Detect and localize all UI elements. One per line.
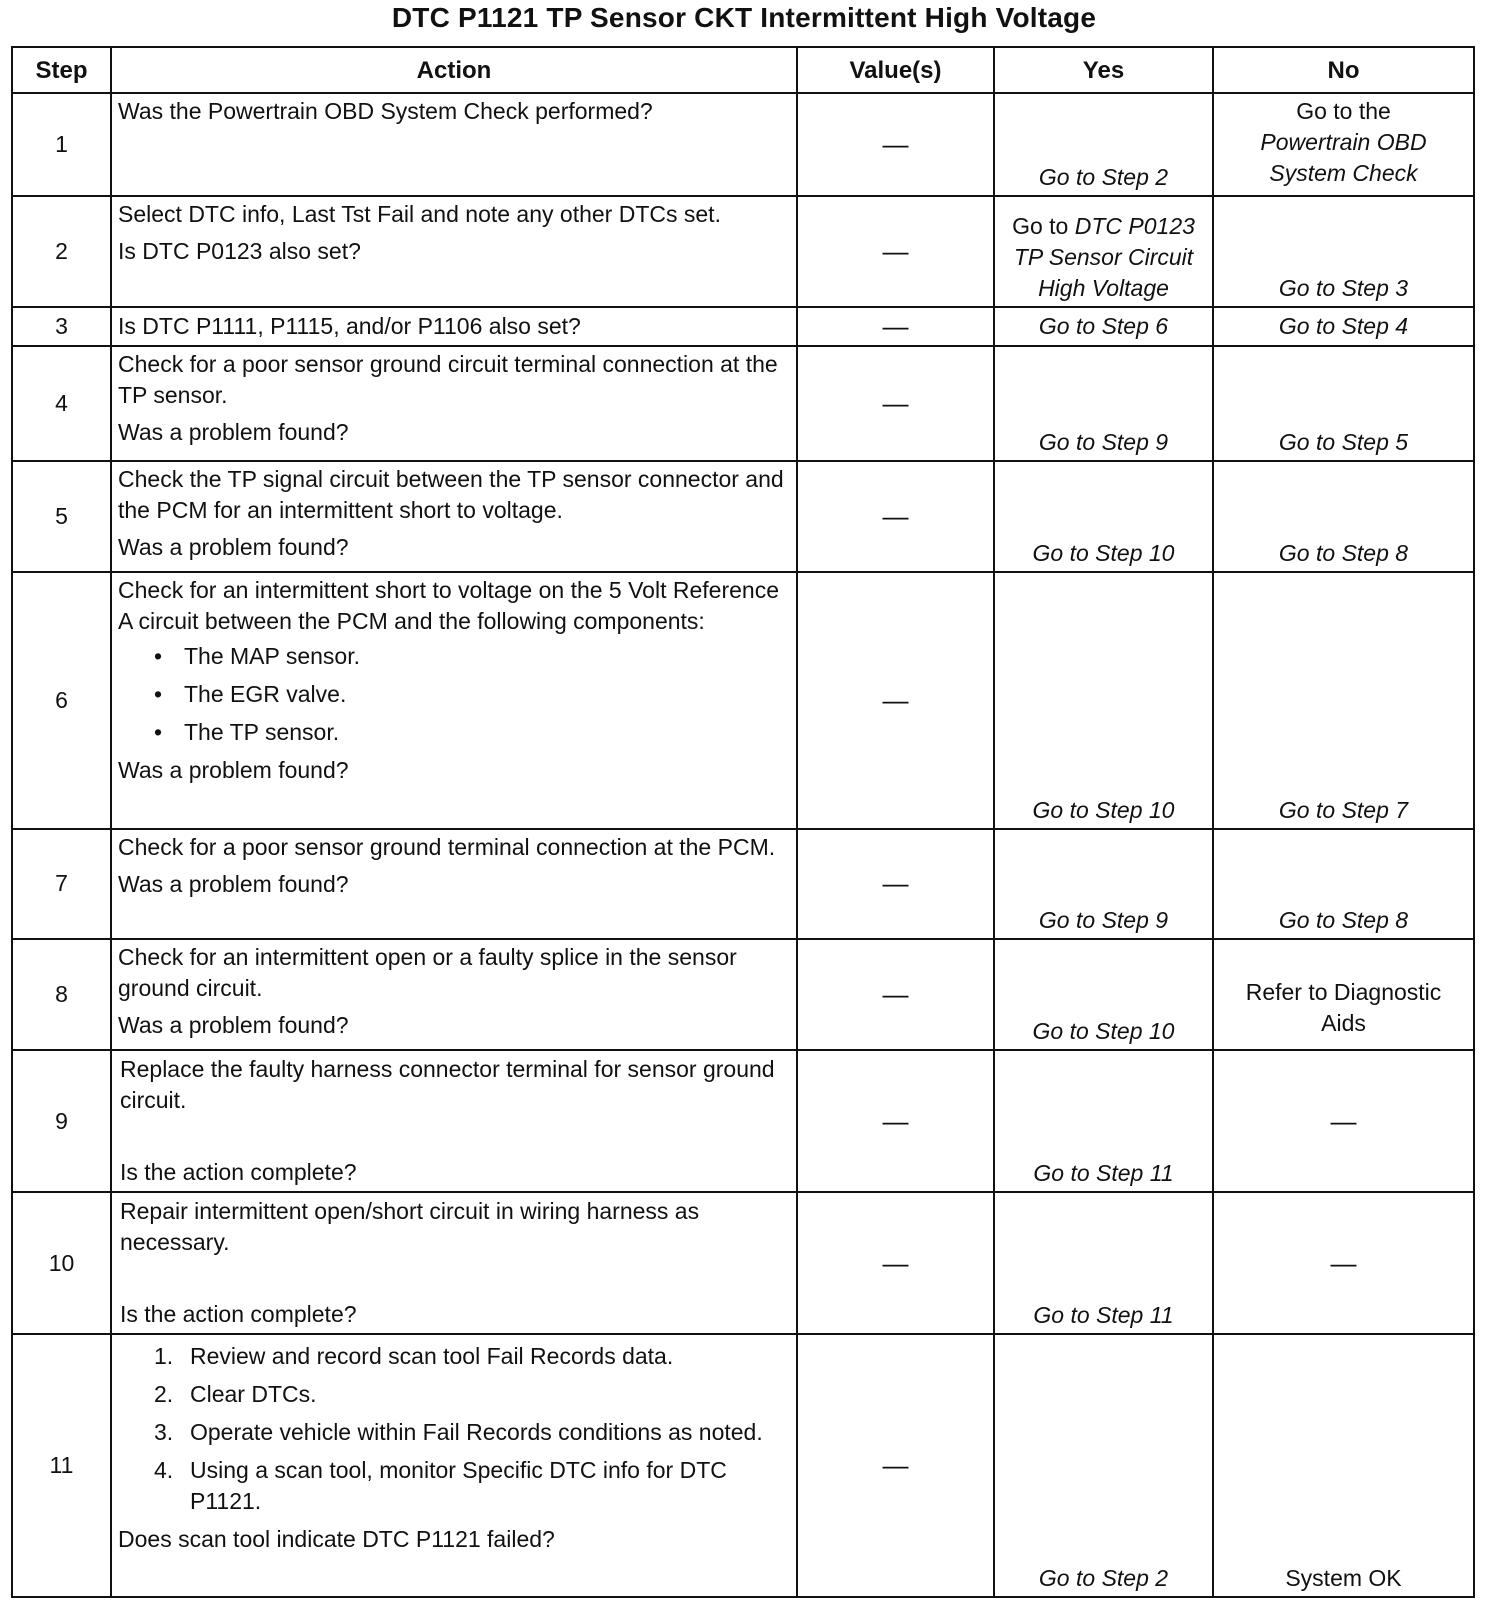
list-text: Clear DTCs. (190, 1380, 317, 1407)
table-row (12, 196, 1474, 307)
no-cell: Go to Step 8 (1213, 461, 1474, 572)
action-text (111, 307, 797, 346)
yes-cell: Go to Step 6 (994, 307, 1213, 346)
list-number: 2. (154, 1380, 174, 1407)
table-row (12, 1192, 1474, 1334)
step-number: 9 (12, 1050, 111, 1192)
value-cell: — (797, 829, 994, 940)
no-cell: — (1213, 1192, 1474, 1334)
no-text-plain: Go to the (1296, 98, 1391, 124)
component-list (118, 641, 790, 748)
step-number: 8 (12, 939, 111, 1050)
table-row (12, 461, 1474, 572)
list-item: • The EGR valve. (154, 679, 790, 710)
no-cell: Go to Step 4 (1213, 307, 1474, 346)
action-text (111, 1050, 797, 1192)
yes-text-italic: DTC P0123 TP Sensor Circuit High Voltage (1013, 212, 1195, 301)
step-number: 7 (12, 829, 111, 940)
value-cell: — (797, 1192, 994, 1334)
yes-cell: Go to Step 10 (994, 939, 1213, 1050)
table-header-row (12, 47, 1474, 93)
step-number: 3 (12, 307, 111, 346)
action-line: Was the Powertrain OBD System Check performed? (118, 98, 653, 124)
step-number: 2 (12, 196, 111, 307)
no-cell: System OK (1213, 1334, 1474, 1597)
step-number: 11 (12, 1334, 111, 1597)
column-header-action: Action (111, 47, 797, 93)
no-cell: Go to Step 5 (1213, 346, 1474, 461)
value-cell: — (797, 1334, 994, 1597)
action-line: Check for a poor sensor ground circuit terminal connection at the TP sensor. (118, 350, 778, 408)
table-row (12, 1050, 1474, 1192)
action-text (111, 1192, 797, 1334)
action-question: Was a problem found? (118, 418, 349, 445)
column-header-yes: Yes (994, 47, 1213, 93)
numbered-steps (118, 1341, 790, 1517)
list-item (118, 1455, 790, 1517)
action-question: Is the action complete? (120, 1159, 357, 1186)
table-row (12, 307, 1474, 346)
yes-cell: Go to Step 11 (994, 1192, 1213, 1334)
action-line: Check for an intermittent open or a faulty splice in the sensor ground circuit. (118, 944, 737, 1002)
step-number: 4 (12, 346, 111, 461)
yes-cell: Go to Step 10 (994, 461, 1213, 572)
list-text: Using a scan tool, monitor Specific DTC info for DTC P1121. (190, 1456, 727, 1514)
yes-cell: Go to Step 9 (994, 346, 1213, 461)
value-cell: — (797, 1050, 994, 1192)
yes-cell: Go to Step 9 (994, 829, 1213, 940)
column-header-values: Value(s) (797, 47, 994, 93)
action-line: Select DTC info, Last Tst Fail and note any other DTCs set. (118, 200, 721, 227)
list-item (118, 1379, 790, 1410)
no-cell: Go to Step 8 (1213, 829, 1474, 940)
action-text (111, 346, 797, 461)
no-cell: Refer to Diagnostic Aids (1213, 939, 1474, 1050)
action-question: Was a problem found? (118, 756, 349, 783)
no-cell: — (1213, 1050, 1474, 1192)
column-header-step: Step (12, 47, 111, 93)
value-cell: — (797, 307, 994, 346)
list-item: • The TP sensor. (154, 717, 790, 748)
list-text: Operate vehicle within Fail Records conditions as noted. (190, 1418, 763, 1445)
action-text (111, 196, 797, 307)
value-cell: — (797, 196, 994, 307)
list-item: • The MAP sensor. (154, 641, 790, 672)
action-text (111, 829, 797, 940)
yes-cell: Go to Step 2 (994, 93, 1213, 196)
table-row (12, 829, 1474, 940)
list-number: 4. (154, 1456, 174, 1483)
yes-cell: Go to Step 10 (994, 572, 1213, 829)
diagnostic-table (11, 46, 1475, 1598)
value-cell: — (797, 93, 994, 196)
action-text (111, 93, 797, 196)
action-line: Check for an intermittent short to voltage on the 5 Volt Reference A circuit between the PCM and the following components: (118, 576, 779, 634)
action-block (112, 1193, 796, 1333)
list-item (118, 1341, 790, 1372)
list-number: 3. (154, 1418, 174, 1445)
yes-text-plain: Go to (1012, 212, 1069, 239)
action-question: Was a problem found? (118, 1012, 349, 1039)
column-header-no: No (1213, 47, 1474, 93)
action-text (111, 572, 797, 829)
table-row (12, 1334, 1474, 1597)
action-question: Is the action complete? (120, 1300, 357, 1327)
no-text-italic: Powertrain OBD System Check (1260, 129, 1427, 186)
page-title: DTC P1121 TP Sensor CKT Intermittent High Voltage (391, 2, 1097, 33)
table-row (12, 939, 1474, 1050)
table-row (12, 346, 1474, 461)
value-cell: — (797, 572, 994, 829)
step-number: 5 (12, 461, 111, 572)
table-row (12, 572, 1474, 829)
list-item (118, 1417, 790, 1448)
action-line: Is DTC P1111, P1115, and/or P1106 also set? (118, 312, 581, 339)
action-text (111, 1334, 797, 1597)
yes-cell: Go to Step 11 (994, 1050, 1213, 1192)
no-cell: Go to Step 7 (1213, 572, 1474, 829)
step-number: 1 (12, 93, 111, 196)
action-question: Is DTC P0123 also set? (118, 237, 361, 264)
step-number: 10 (12, 1192, 111, 1334)
action-text (111, 939, 797, 1050)
value-cell: — (797, 346, 994, 461)
no-cell (1213, 93, 1474, 196)
action-question: Was a problem found? (118, 870, 349, 897)
list-text: Review and record scan tool Fail Records data. (190, 1342, 674, 1369)
table-row (12, 93, 1474, 196)
action-block (112, 1051, 796, 1191)
step-number: 6 (12, 572, 111, 829)
action-line: Check for a poor sensor ground terminal connection at the PCM. (118, 833, 776, 860)
action-line: Repair intermittent open/short circuit in wiring harness as necessary. (120, 1198, 700, 1256)
no-cell: Go to Step 3 (1213, 196, 1474, 307)
action-text (111, 461, 797, 572)
yes-cell (994, 196, 1213, 307)
yes-cell: Go to Step 2 (994, 1334, 1213, 1597)
action-question: Was a problem found? (118, 533, 349, 560)
value-cell: — (797, 939, 994, 1050)
action-question: Does scan tool indicate DTC P1121 failed? (118, 1525, 555, 1552)
list-number: 1. (154, 1342, 174, 1369)
value-cell: — (797, 461, 994, 572)
action-line: Check the TP signal circuit between the TP sensor connector and the PCM for an intermittent short to voltage. (118, 465, 784, 523)
action-line: Replace the faulty harness connector terminal for sensor ground circuit. (120, 1056, 775, 1114)
